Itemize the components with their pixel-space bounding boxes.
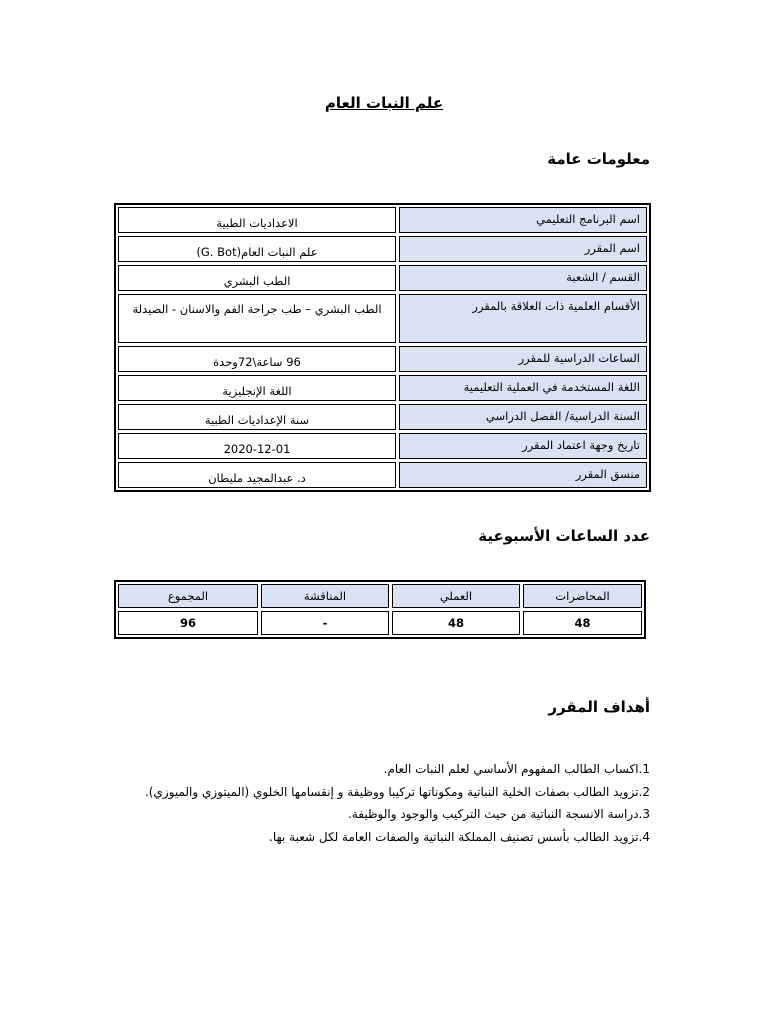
- info-value: د. عبدالمجيد مليطان: [118, 462, 396, 488]
- general-info-heading: معلومات عامة: [547, 150, 650, 168]
- info-row-related-departments: [118, 294, 647, 343]
- info-value: علم النبات العام(G. Bot): [118, 236, 396, 262]
- info-value: الطب البشري: [118, 265, 396, 291]
- hours-header-row: [118, 584, 642, 608]
- info-label: اللغة المستخدمة في العملية التعليمية: [399, 375, 647, 401]
- value-total: 96: [118, 611, 258, 635]
- objective-item: 2.تزويد الطالب بصفات الخلية النباتية ومكوناتها تركيبا ووظيفة و إنقسامها الخلوي (الميتوزي والميوزي).: [144, 784, 650, 799]
- info-row-course: [118, 236, 647, 262]
- hours-value-row: [118, 611, 642, 635]
- info-row-approval-date: [118, 433, 647, 459]
- info-value: اللغة الإنجليزية: [118, 375, 396, 401]
- info-value: 2020-12-01: [118, 433, 396, 459]
- weekly-hours-heading: عدد الساعات الأسبوعية: [478, 527, 650, 545]
- info-value: الطب البشري – طب جراحة الفم والاسنان - الصيدلة: [118, 294, 396, 343]
- info-label: الساعات الدراسية للمقرر: [399, 346, 647, 372]
- weekly-hours-table: [114, 580, 646, 639]
- header-lectures: المحاضرات: [523, 584, 642, 608]
- info-row-department: [118, 265, 647, 291]
- objective-item: 3.دراسة الانسجة النباتية من حيث التركيب والوجود والوظيفة.: [348, 807, 650, 821]
- info-row-program: [118, 207, 647, 233]
- objectives-list: [90, 758, 650, 848]
- info-value: الاعداديات الطبية: [118, 207, 396, 233]
- info-label: القسم / الشعبة: [399, 265, 647, 291]
- objective-item: 1.اكساب الطالب المفهوم الأساسي لعلم النبات العام.: [383, 762, 650, 776]
- value-discussion: -: [261, 611, 389, 635]
- objective-item: 4.تزويد الطالب بأسس تصنيف المملكة النباتية والصفات العامة لكل شعبة بها.: [269, 829, 650, 844]
- value-practical: 48: [392, 611, 520, 635]
- info-label: السنة الدراسية/ الفصل الدراسي: [399, 404, 647, 430]
- info-row-hours: [118, 346, 647, 372]
- header-total: المجموع: [118, 584, 258, 608]
- info-label: اسم البرنامج التعليمي: [399, 207, 647, 233]
- info-row-year: [118, 404, 647, 430]
- header-practical: العملي: [392, 584, 520, 608]
- info-label: تاريخ وجهة اعتماد المقرر: [399, 433, 647, 459]
- info-label: منسق المقرر: [399, 462, 647, 488]
- general-info-table: [114, 203, 651, 492]
- header-discussion: المناقشة: [261, 584, 389, 608]
- info-value: 96 ساعة\72وحدة: [118, 346, 396, 372]
- objectives-heading: أهداف المقرر: [548, 698, 650, 716]
- info-label: اسم المقرر: [399, 236, 647, 262]
- page-title: علم النبات العام: [324, 94, 444, 112]
- info-row-coordinator: [118, 462, 647, 488]
- info-row-language: [118, 375, 647, 401]
- value-lectures: 48: [523, 611, 642, 635]
- info-value: سنة الإعداديات الطبية: [118, 404, 396, 430]
- info-label: الأقسام العلمية ذات العلاقة بالمقرر: [399, 294, 647, 343]
